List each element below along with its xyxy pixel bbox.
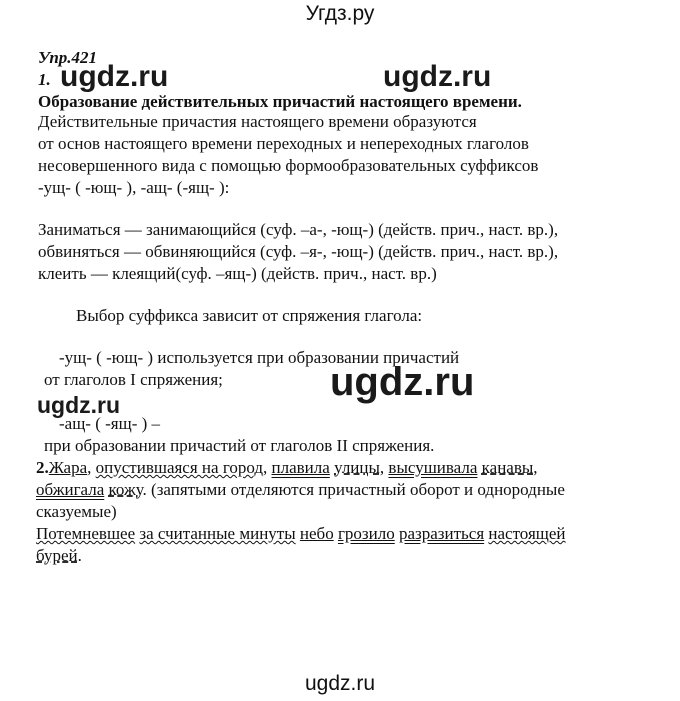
punct: , [263,458,272,477]
watermark: ugdz.ru [383,60,492,93]
example-line: обвиняться — обвиняющийся (суф. –я-, -ющ-) (действ. прич., наст. вр.), [38,242,559,261]
predicate-word: обжигала [36,480,105,499]
rule-line: -ащ- ( -ящ- ) – [59,414,161,433]
paragraph-line: несовершенного вида с помощью формообразовательных суффиксов [38,156,539,175]
predicate-word: грозило [337,524,395,543]
sentence-1-line-1 [36,458,538,478]
sentence-2-line-1 [36,524,566,544]
part1-number: 1. [38,70,51,89]
predicate-word: плавила [271,458,330,477]
participle-phrase: за считанные минуты [139,524,296,543]
site-header: Угдз.ру [305,2,375,25]
paragraph-line: от основ настоящего времени переходных и непереходных глаголов [38,134,529,153]
example-line: клеить — клеящий(суф. –ящ-) (действ. прич., наст. вр.) [38,264,437,283]
exercise-title: Упр.421 [38,48,98,67]
punct: , [87,458,96,477]
suffix-list: -ущ- ( -ющ- ), -ащ- (-ящ- ): [38,178,230,197]
punct: , [379,458,389,477]
object-word: канавы [481,458,534,477]
sentence-1-line-3: сказуемые) [36,502,117,521]
paragraph-line: Действительные причастия настоящего времени образуются [38,112,477,131]
punct: . [77,546,82,565]
choice-line: Выбор суффикса зависит от спряжения глагола: [76,306,423,325]
predicate-word: высушивала [388,458,478,477]
part1-heading: Образование действительных причастий настоящего времени. [38,92,522,111]
site-footer: ugdz.ru [304,672,376,695]
watermark: ugdz.ru [37,392,121,418]
attribute-word: настоящей [488,524,566,543]
sentence-2-line-2 [36,546,82,566]
punct: , [533,458,538,477]
participle-phrase: опустившаяся на город [95,458,264,477]
rule-line: -ущ- ( -ющ- ) используется при образовании причастий [59,348,460,367]
rule-line: от глаголов I спряжения; [44,370,223,389]
subject-word: небо [299,524,334,543]
object-word: бурей [36,546,78,565]
example-line: Заниматься — занимающийся (суф. –а-, -ющ-) (действ. прич., наст. вр.), [38,220,559,239]
sentence-1-line-2 [36,480,565,500]
watermark: ugdz.ru [60,60,169,93]
part2-number: 2. [36,458,49,477]
object-word: улицы [334,458,380,477]
subject-word: Жара [48,458,88,477]
watermark-large: ugdz.ru [330,360,475,404]
note-text: . (запятыми отделяются причастный оборот и однородные [142,480,565,499]
object-word: кожу [108,480,143,499]
predicate-word: разразиться [398,524,485,543]
rule-line: при образовании причастий от глаголов II спряжения. [44,436,435,455]
attribute-word: Потемневшее [36,524,136,543]
